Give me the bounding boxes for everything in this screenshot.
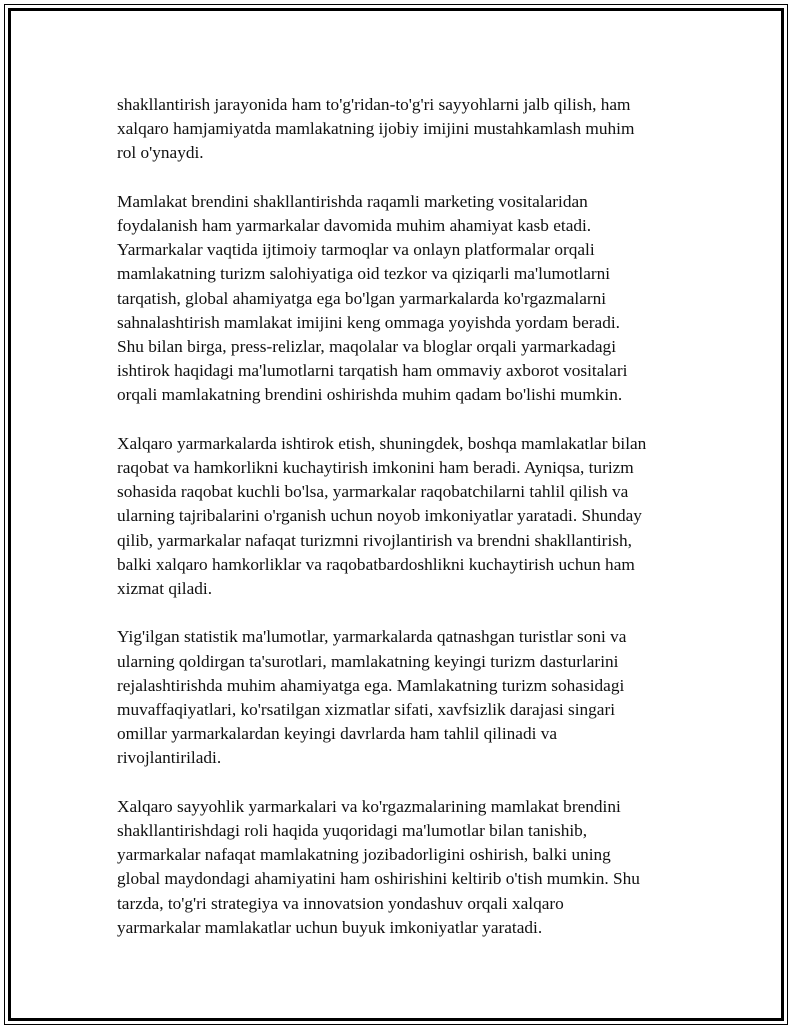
paragraph-5: Xalqaro sayyohlik yarmarkalari va ko'rgazmalarining mamlakat brendini shakllantirishdagi roli haqida yuqoridagi ma'lumotlar bilan tanishib, yarmarkalar nafaqat mamlakatning jozibadorligini oshirish, balki uning global maydondagi ahamiyatini ham oshirishini keltirib o'tish mumkin. Shu tarzda, to'g'ri strategiya va innovatsion yondashuv orqali xalqaro yarmarkalar mamlakatlar uchun buyuk imkoniyatlar yaratadi.	[117, 796, 640, 937]
paragraph-1: shakllantirish jarayonida ham to'g'ridan-to'g'ri sayyohlarni jalb qilish, ham xalqaro hamjamiyatda mamlakatning ijobiy imijini mustahkamlash muhim rol o'ynaydi.	[117, 95, 635, 163]
paragraph-4: Yig'ilgan statistik ma'lumotlar, yarmarkalarda qatnashgan turistlar soni va ularning qoldirgan ta'surotlari, mamlakatning keyingi turizm dasturlarini rejalashtirishda muhim ahamiyatga ega. Mamlakatning turizm sohasidagi muvaffaqiyatlari, ko'rsatilgan xizmatlar sifati, xavfsizlik darajasi singari omillar yarmarkalardan keyingi davrlarda ham tahlil qilinadi va rivojlantiriladi.	[117, 627, 627, 768]
document-body	[117, 93, 697, 964]
paragraph-3: Xalqaro yarmarkalarda ishtirok etish, shuningdek, boshqa mamlakatlar bilan raqobat va hamkorlikni kuchaytirish imkonini ham beradi. Ayniqsa, turizm sohasida raqobat kuchli bo'lsa, yarmarkalar raqobatchilarni tahlil qilish va ularning tajribalarini o'rganish uchun noyob imkoniyatlar yaratadi. Shunday qilib, yarmarkalar nafaqat turizmni rivojlantirish va brendni shakllantirish, balki xalqaro hamkorliklar va raqobatbardoshlikni kuchaytirish uchun ham xizmat qiladi.	[117, 433, 647, 599]
paragraph-2: Mamlakat brendini shakllantirishda raqamli marketing vositalaridan foydalanish ham yarmarkalar davomida muhim ahamiyat kasb etadi. Yarmarkalar vaqtida ijtimoiy tarmoqlar va onlayn platformalar orqali mamlakatning turizm salohiyatiga oid tezkor va qiziqarli ma'lumotlarni tarqatish, global ahamiyatga ega bo'lgan yarmarkalarda ko'rgazmalarni sahnalashtirish mamlakat imijini keng ommaga yoyishda yordam beradi. Shu bilan birga, press-relizlar, maqolalar va bloglar orqali yarmarkadagi ishtirok haqidagi ma'lumotlarni tarqatish ham ommaviy axborot vositalari orqali mamlakatning brendini oshirishda muhim qadam bo'lishi mumkin.	[117, 191, 628, 405]
